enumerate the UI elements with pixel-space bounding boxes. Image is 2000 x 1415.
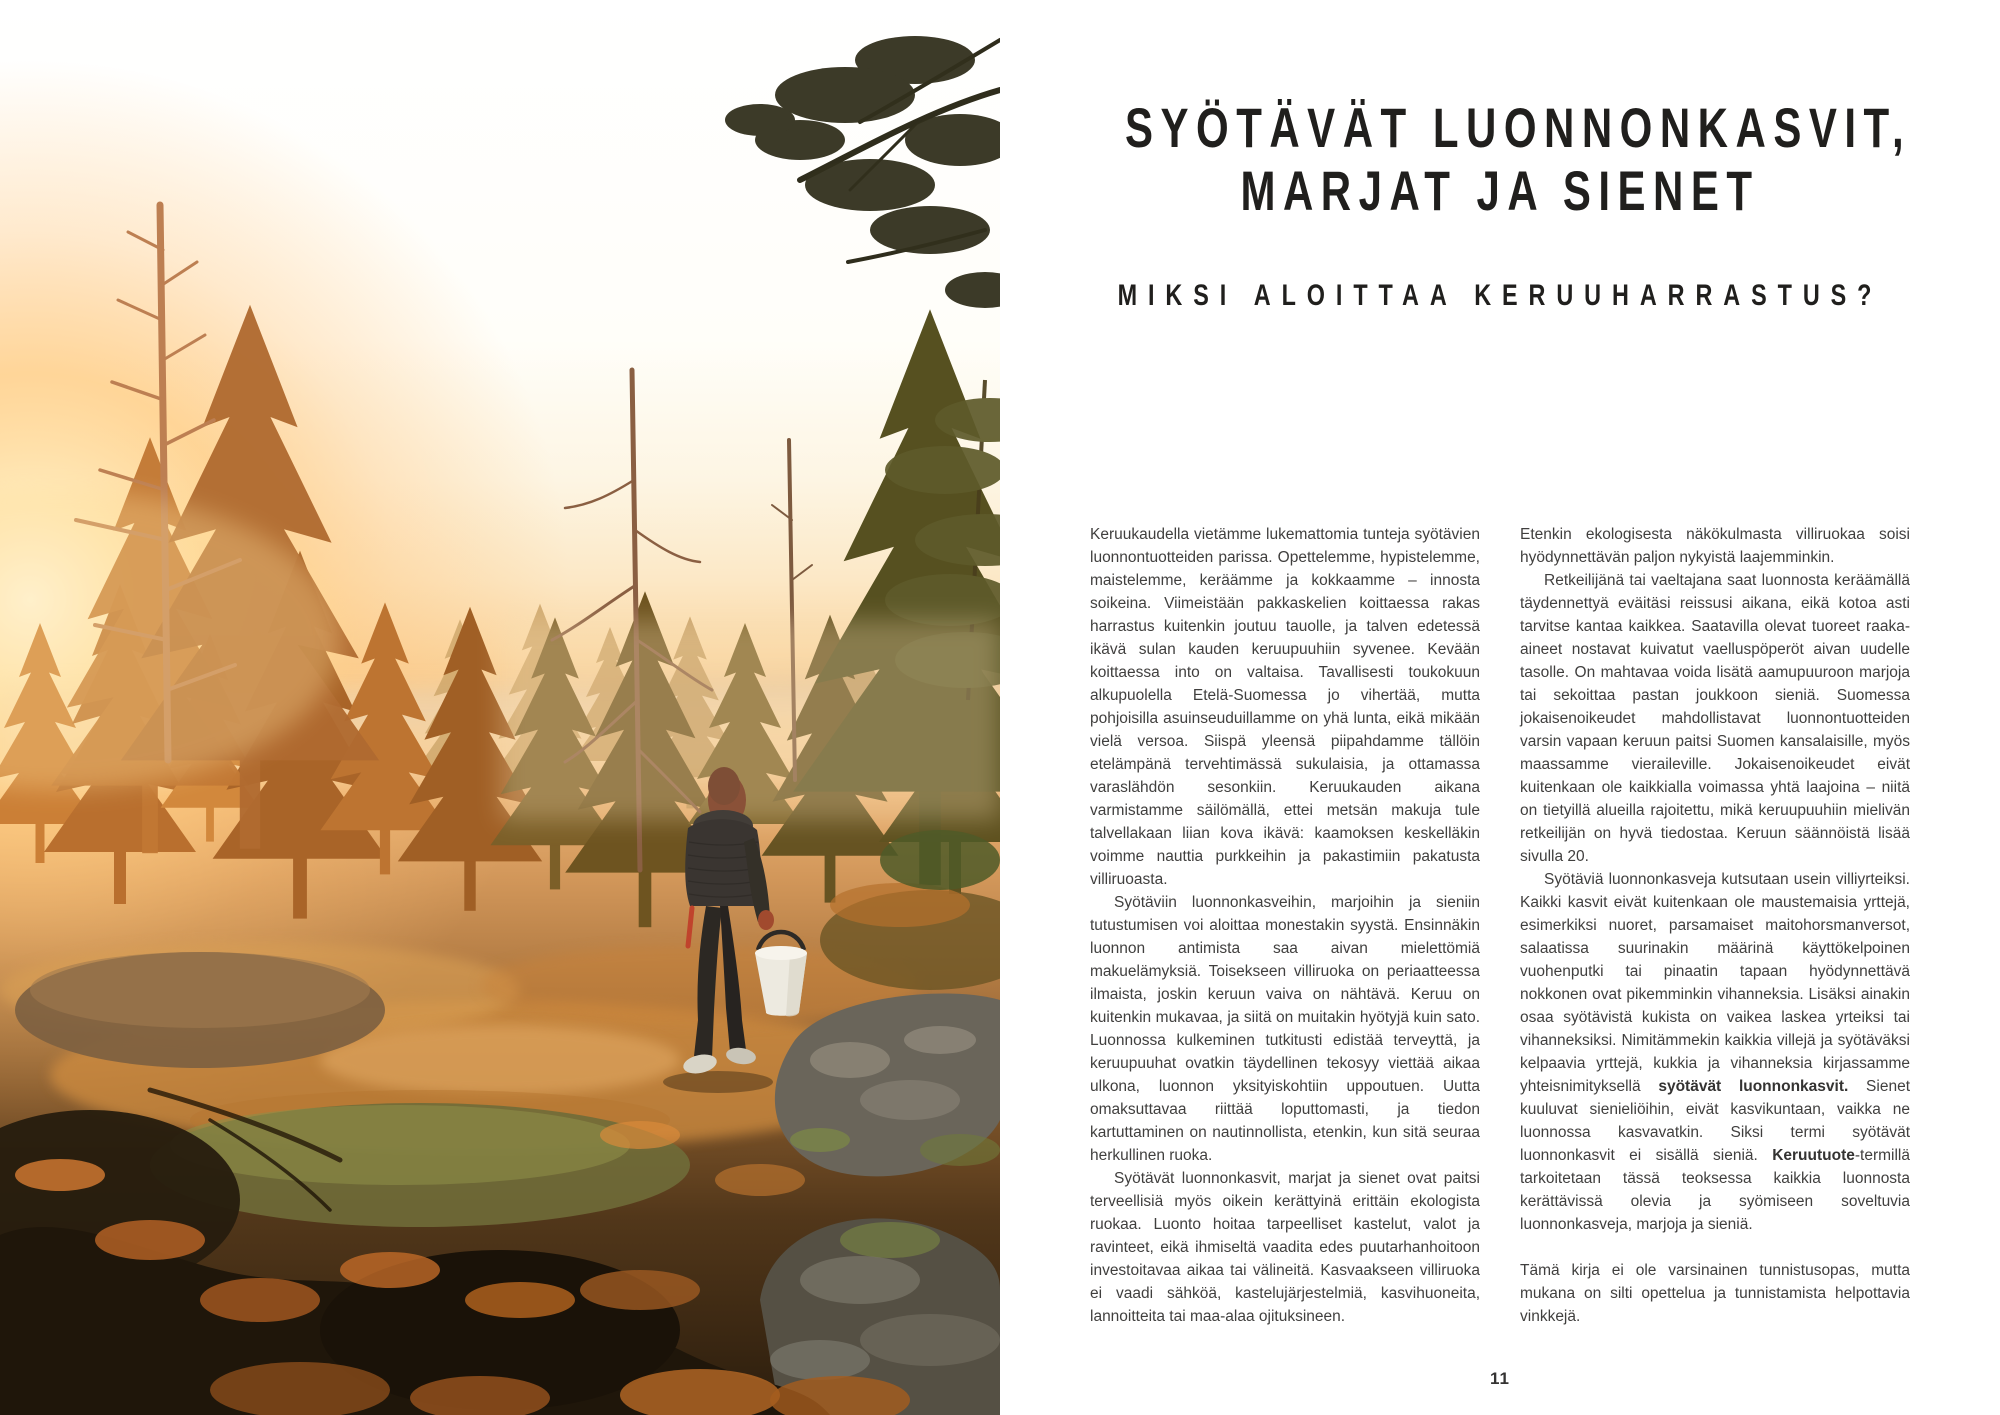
- person-shadow: [663, 1071, 773, 1093]
- paragraph: Etenkin ekologisesta näkökulmasta villiruokaa soisi hyödynnettävän paljon nykyistä laajemminkin.: [1520, 526, 1910, 566]
- page-number: 11: [1490, 1369, 1510, 1388]
- chapter-title: [1000, 96, 2000, 222]
- bucket-rim: [755, 946, 807, 960]
- paragraph-text: Syötäviä luonnonkasveja kutsutaan usein villiyrteiksi. Kaikki kasvit eivät kuitenkaan ole maustemaisia yrttejä, esimerkiksi nuoret, parsamaiset maitohorsmanversot, salaatissa suurinakin määrinä käyttökelpoinen vuohenputki tai pinaatin tapaan hyödynnettävä nokkonen ovat pikemminkin vihanneksia. Lisäksi ainakin osaa syötävistä kukista on vaikea laskea yrteiksi tai vihanneksiksi. Nimitämmekin kaikkia villejä ja syötäväksi kelpaavia yrttejä, kukkia ja vihanneksia kirjassamme yhteisnimityksellä: [1520, 871, 1910, 1095]
- paragraph: Syötäviin luonnonkasveihin, marjoihin ja sieniin tutustumisen voi aloittaa monestakin syystä. Ensinnäkin luonnon antimista saa aivan mielettömiä makuelämyksiä. Toisekseen villiruoka on periaatteessa ilmaista, joskin keruun vaiva on nähtävä. Keruu on kuitenkin mukavaa, ja siitä on muitakin hyötyjä kuin sato. Luonnossa kulkeminen tutkitusti edistää terveyttä, ja keruupuuhat ovatkin täydellinen tekosyy viettää aikaa ulkona, luonnon yksityiskohtiin uppoutuen. Uutta omaksuttavaa riittää loputtomasti, ja tiedon kartuttaminen on nautinnollista, etenkin, kun sitä seuraa herkullinen ruoka.: [1090, 894, 1480, 1164]
- atmospheric-haze: [500, 620, 1000, 820]
- body-columns: [1090, 523, 1910, 1328]
- bold-term-keruutuote: Keruutuote: [1772, 1147, 1855, 1164]
- bold-term-syotavat-luonnonkasvit: syötävät luonnonkasvit.: [1658, 1078, 1849, 1095]
- paragraph-text: -termillä tarkoitetaan tässä teoksessa kaikkia luonnosta kerättävissä olevia ja syömiseen soveltuvia luonnonkasveja, marjoja ja sieniä.: [1520, 1147, 1910, 1233]
- right-page: [1000, 0, 2000, 1415]
- orange-glove: [758, 910, 774, 930]
- paragraph: Keruukaudella vietämme lukemattomia tunteja syötävien luonnontuotteiden parissa. Opettelemme, hypistelemme, maistelemme, keräämme ja kokkaamme – innosta soikeina. Viimeistään pakkaskelien koittaessa rakas harrastus kuitenkin joutuu tauolle, ja talven edetessä ikävä sulan kauden keruupuuhiin syvenee. Kevään koittaessa into on valtaisa. Tavallisesti toukokuun alkupuolella Etelä-Suomessa jo vihertää, mutta pohjoisilla asuinseuduillamme on yhä lunta, eikä mikään vielä versoa. Siispä yleensä piipahdamme tällöin etelämpänä tervehtimässä sukulaisia, ja ottamassa varaslähdön sesonkiin. Keruukauden aikana varmistamme säilömällä, ettei metsän makuja tule talvellakaan liian kova ikävä: kaamoksen keskelläkin voimme nauttia purkkeihin ja pakastimiin pakatusta villiruoasta.: [1090, 526, 1480, 888]
- paragraph-text: Sienet kuuluvat sienieliöihin, eivät kasvikuntaan, vaikka ne luonnossa kasvavatkin. Siksi termi syötävät luonnonkasvit ei sisällä sieniä.: [1520, 1078, 1911, 1164]
- body-column-2: [1520, 523, 1910, 1328]
- paragraph: Retkeilijänä tai vaeltajana saat luonnosta keräämällä täydennettyä eväitäsi reissusi aikana, eikä kotoa asti tarvitse kantaa kaikkea. Saatavilla olevat tuoreet raaka-aineet nostavat kuivatut vaelluspöperöt aivan uudelle tasolle. On mahtavaa voida lisätä aamupuuroon marjoja tai sekoittaa pastan joukkoon sieniä. Suomessa jokaisenoikeudet mahdollistavat luonnontuotteiden varsin vapaan keruun paitsi Suomen kansalaisille, myös maassamme vieraileville. Jokaisenoikeudet eivät kuitenkaan ole kaikkialla voimassa yhtä laajoina – niitä on tietyillä alueilla rajoitettu, mikä keruupuuhiin mielivän retkeilijän on hyvä tiedostaa. Keruun säännöistä lisää sivulla 20.: [1520, 572, 1910, 865]
- section-heading-text: MIKSI ALOITTAA KERUUHARRASTUS?: [1117, 279, 1883, 312]
- paragraph: Syötävät luonnonkasvit, marjat ja sienet ovat paitsi terveellisiä myös oikein kerättyinä erittäin ekologista ruokaa. Luonto hoitaa tarpeelliset kastelut, valot ja ravinteet, eikä ihmiseltä vaadita edes puutarhanhoitoon investoitavaa aikaa tai välineitä. Kasvaakseen villiruoka ei vaadi sähköä, kastelujärjestelmiä, kasvihuoneita, lannoitteita tai maa-alaa ojituksineen.: [1090, 1170, 1480, 1325]
- paragraph: Tämä kirja ei ole varsinainen tunnistusopas, mutta mukana on silti opettelua ja tunnistamista helpottavia vinkkejä.: [1520, 1262, 1910, 1325]
- paragraph: [1520, 868, 1910, 1236]
- chapter-title-line-2: MARJAT JA SIENET: [1240, 159, 1760, 222]
- section-heading: [1000, 279, 2000, 313]
- body-column-1: [1090, 523, 1480, 1328]
- chapter-title-line-1: SYÖTÄVÄT LUONNONKASVIT,: [1125, 96, 1912, 159]
